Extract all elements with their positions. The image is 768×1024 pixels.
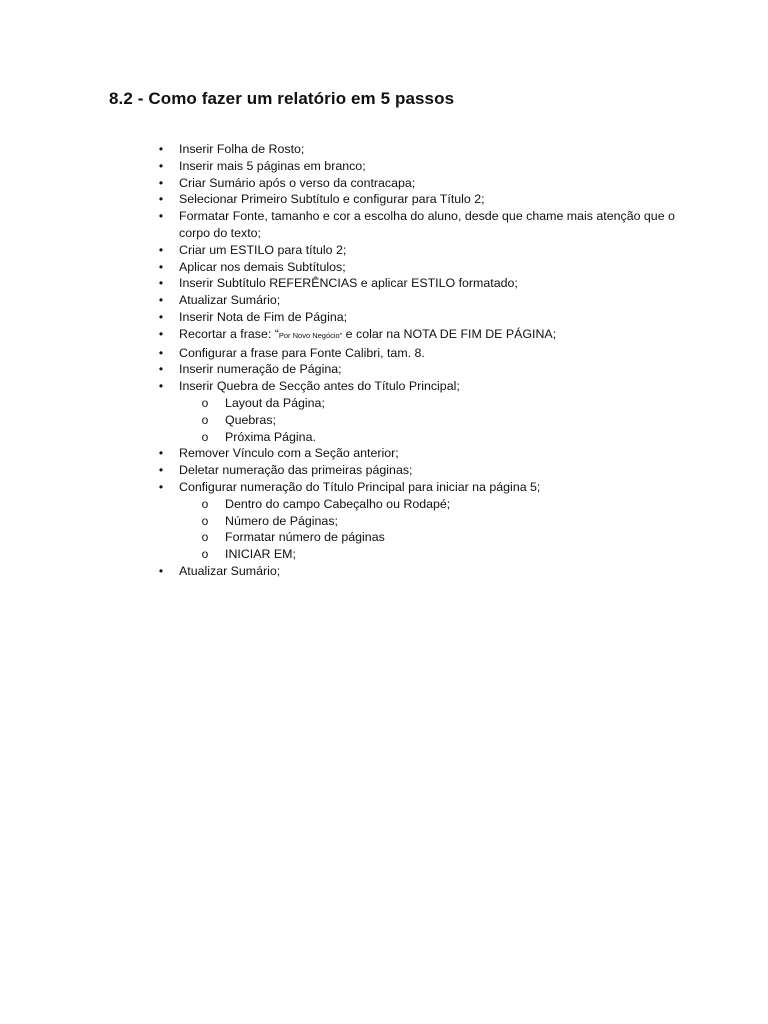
bullet-icon: • bbox=[158, 276, 164, 291]
list-item: • Inserir numeração de Página; bbox=[0, 361, 768, 378]
list-item: • Atualizar Sumário; bbox=[0, 292, 768, 309]
list-item: • Criar um ESTILO para título 2; bbox=[0, 242, 768, 259]
bullet-icon: • bbox=[158, 242, 164, 257]
list-item: • Criar Sumário após o verso da contracapa; bbox=[0, 175, 768, 192]
sub-list-item: o Quebras; bbox=[0, 412, 768, 429]
bullet-icon: • bbox=[158, 209, 164, 224]
bullet-icon: • bbox=[158, 192, 164, 207]
list-item: • Deletar numeração das primeiras páginas; bbox=[0, 462, 768, 479]
circle-bullet-icon: o bbox=[201, 547, 209, 562]
bullet-icon: • bbox=[158, 175, 164, 190]
list-item: • Recortar a frase: “Por Novo Negócio” e colar na NOTA DE FIM DE PÁGINA; bbox=[0, 326, 768, 345]
bullet-icon: • bbox=[158, 158, 164, 173]
section-heading: 8.2 - Como fazer um relatório em 5 passos bbox=[109, 89, 455, 108]
bullet-icon: • bbox=[158, 142, 164, 156]
list-item: • Inserir Nota de Fim de Página; bbox=[0, 309, 768, 326]
circle-bullet-icon: o bbox=[201, 496, 209, 511]
list-item: • Inserir Subtítulo REFERÊNCIAS e aplicar ESTILO formatado; bbox=[0, 275, 768, 292]
bullet-icon: • bbox=[158, 326, 164, 341]
bullet-icon: • bbox=[158, 345, 164, 360]
list-item: • Atualizar Sumário; bbox=[0, 563, 768, 580]
circle-bullet-icon: o bbox=[201, 395, 209, 410]
sub-list-item: o Número de Páginas; bbox=[0, 513, 768, 530]
bullet-icon: • bbox=[158, 293, 164, 308]
list-item: • Selecionar Primeiro Subtítulo e configurar para Título 2; bbox=[0, 191, 768, 208]
list-item: • Configurar numeração do Título Principal para iniciar na página 5; bbox=[0, 479, 768, 496]
quoted-phrase: Por Novo Negócio” bbox=[278, 330, 343, 340]
sub-list-item: o Formatar número de páginas bbox=[0, 529, 768, 546]
bullet-icon: • bbox=[158, 379, 164, 394]
bullet-icon: • bbox=[158, 479, 164, 494]
list-item: • Inserir Folha de Rosto; bbox=[0, 141, 768, 158]
bullet-icon: • bbox=[158, 563, 164, 578]
list-item: • Inserir Quebra de Secção antes do Título Principal; bbox=[0, 378, 768, 395]
bullet-icon: • bbox=[158, 259, 164, 274]
list-item: • Remover Vínculo com a Seção anterior; bbox=[0, 445, 768, 462]
sub-list-item: o Próxima Página. bbox=[0, 429, 768, 446]
sub-list-item: o Dentro do campo Cabeçalho ou Rodapé; bbox=[0, 496, 768, 513]
bullet-icon: • bbox=[158, 309, 164, 324]
bullet-icon: • bbox=[158, 362, 164, 377]
list-item: • Formatar Fonte, tamanho e cor a escolha do aluno, desde que chame mais atenção que o corpo do texto; bbox=[0, 208, 768, 242]
circle-bullet-icon: o bbox=[201, 412, 209, 427]
list-item: • Configurar a frase para Fonte Calibri, tam. 8. bbox=[0, 345, 768, 362]
circle-bullet-icon: o bbox=[201, 513, 209, 528]
steps-list bbox=[0, 141, 768, 580]
circle-bullet-icon: o bbox=[201, 530, 209, 545]
bullet-icon: • bbox=[158, 446, 164, 461]
circle-bullet-icon: o bbox=[201, 429, 209, 444]
list-item: • Aplicar nos demais Subtítulos; bbox=[0, 259, 768, 276]
sub-list-item: o INICIAR EM; bbox=[0, 546, 768, 563]
list-item: • Inserir mais 5 páginas em branco; bbox=[0, 158, 768, 175]
sub-list-item: o Layout da Página; bbox=[0, 395, 768, 412]
bullet-icon: • bbox=[158, 463, 164, 478]
